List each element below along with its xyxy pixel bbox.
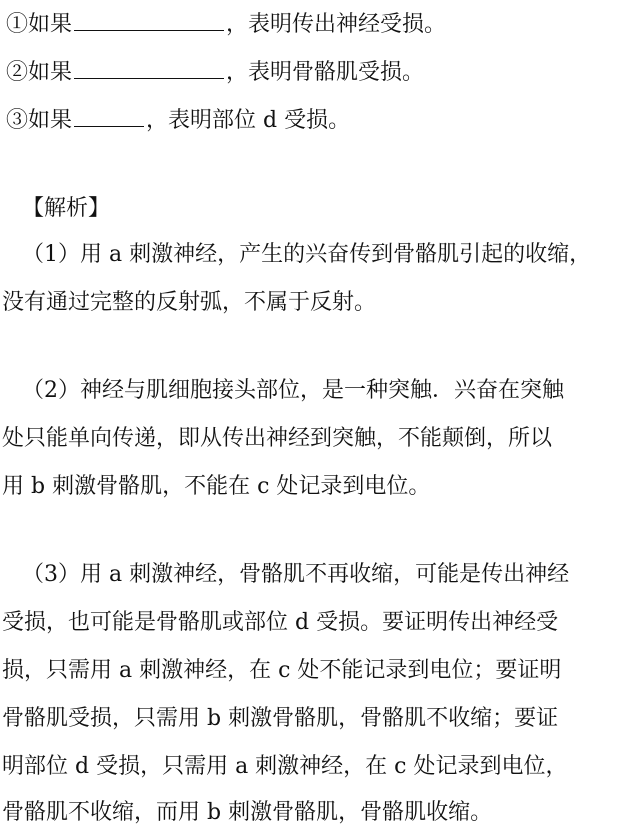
question-1-blank (74, 8, 224, 31)
question-3 (6, 104, 640, 136)
question-1-prefix: ①如果 (6, 12, 73, 37)
para2-line-2: 处只能单向传递，即从传出神经到突触，不能颠倒，所以 (2, 426, 553, 451)
para3-line-6: 骨骼肌不收缩，而用 b 刺激骨骼肌，骨骼肌收缩。 (2, 800, 493, 825)
question-2-prefix: ②如果 (6, 60, 73, 85)
question-3-suffix: ，表明部位 d 受损。 (146, 108, 351, 133)
para1-line-2: 没有通过完整的反射弧，不属于反射。 (2, 290, 377, 315)
para3-line-5: 明部位 d 受损，只需用 a 刺激神经，在 c 处记录到电位， (2, 754, 568, 779)
para2-line-3: 用 b 刺激骨骼肌，不能在 c 处记录到电位。 (2, 474, 431, 499)
question-3-blank (74, 104, 144, 127)
para2-line-1: （2）神经与肌细胞接头部位，是一种突触．兴奋在突触 (22, 378, 564, 403)
para3-line-1: （3）用 a 刺激神经，骨骼肌不再收缩，可能是传出神经 (22, 562, 570, 587)
para3-line-4: 骨骼肌受损，只需用 b 刺激骨骼肌，骨骼肌不收缩；要证 (2, 706, 559, 731)
para1-line-1: （1）用 a 刺激神经，产生的兴奋传到骨骼肌引起的收缩， (22, 242, 592, 267)
analysis-heading: 【解析】 (22, 196, 111, 221)
question-2-blank (74, 56, 224, 79)
question-2 (6, 56, 640, 88)
para3-line-3: 损，只需用 a 刺激神经，在 c 处不能记录到电位；要证明 (2, 658, 562, 683)
question-3-prefix: ③如果 (6, 108, 73, 133)
para3-line-2: 受损，也可能是骨骼肌或部位 d 受损。要证明传出神经受 (2, 610, 559, 635)
question-1-suffix: ，表明传出神经受损。 (226, 12, 447, 37)
question-2-suffix: ，表明骨骼肌受损。 (226, 60, 425, 85)
question-1 (6, 8, 640, 40)
